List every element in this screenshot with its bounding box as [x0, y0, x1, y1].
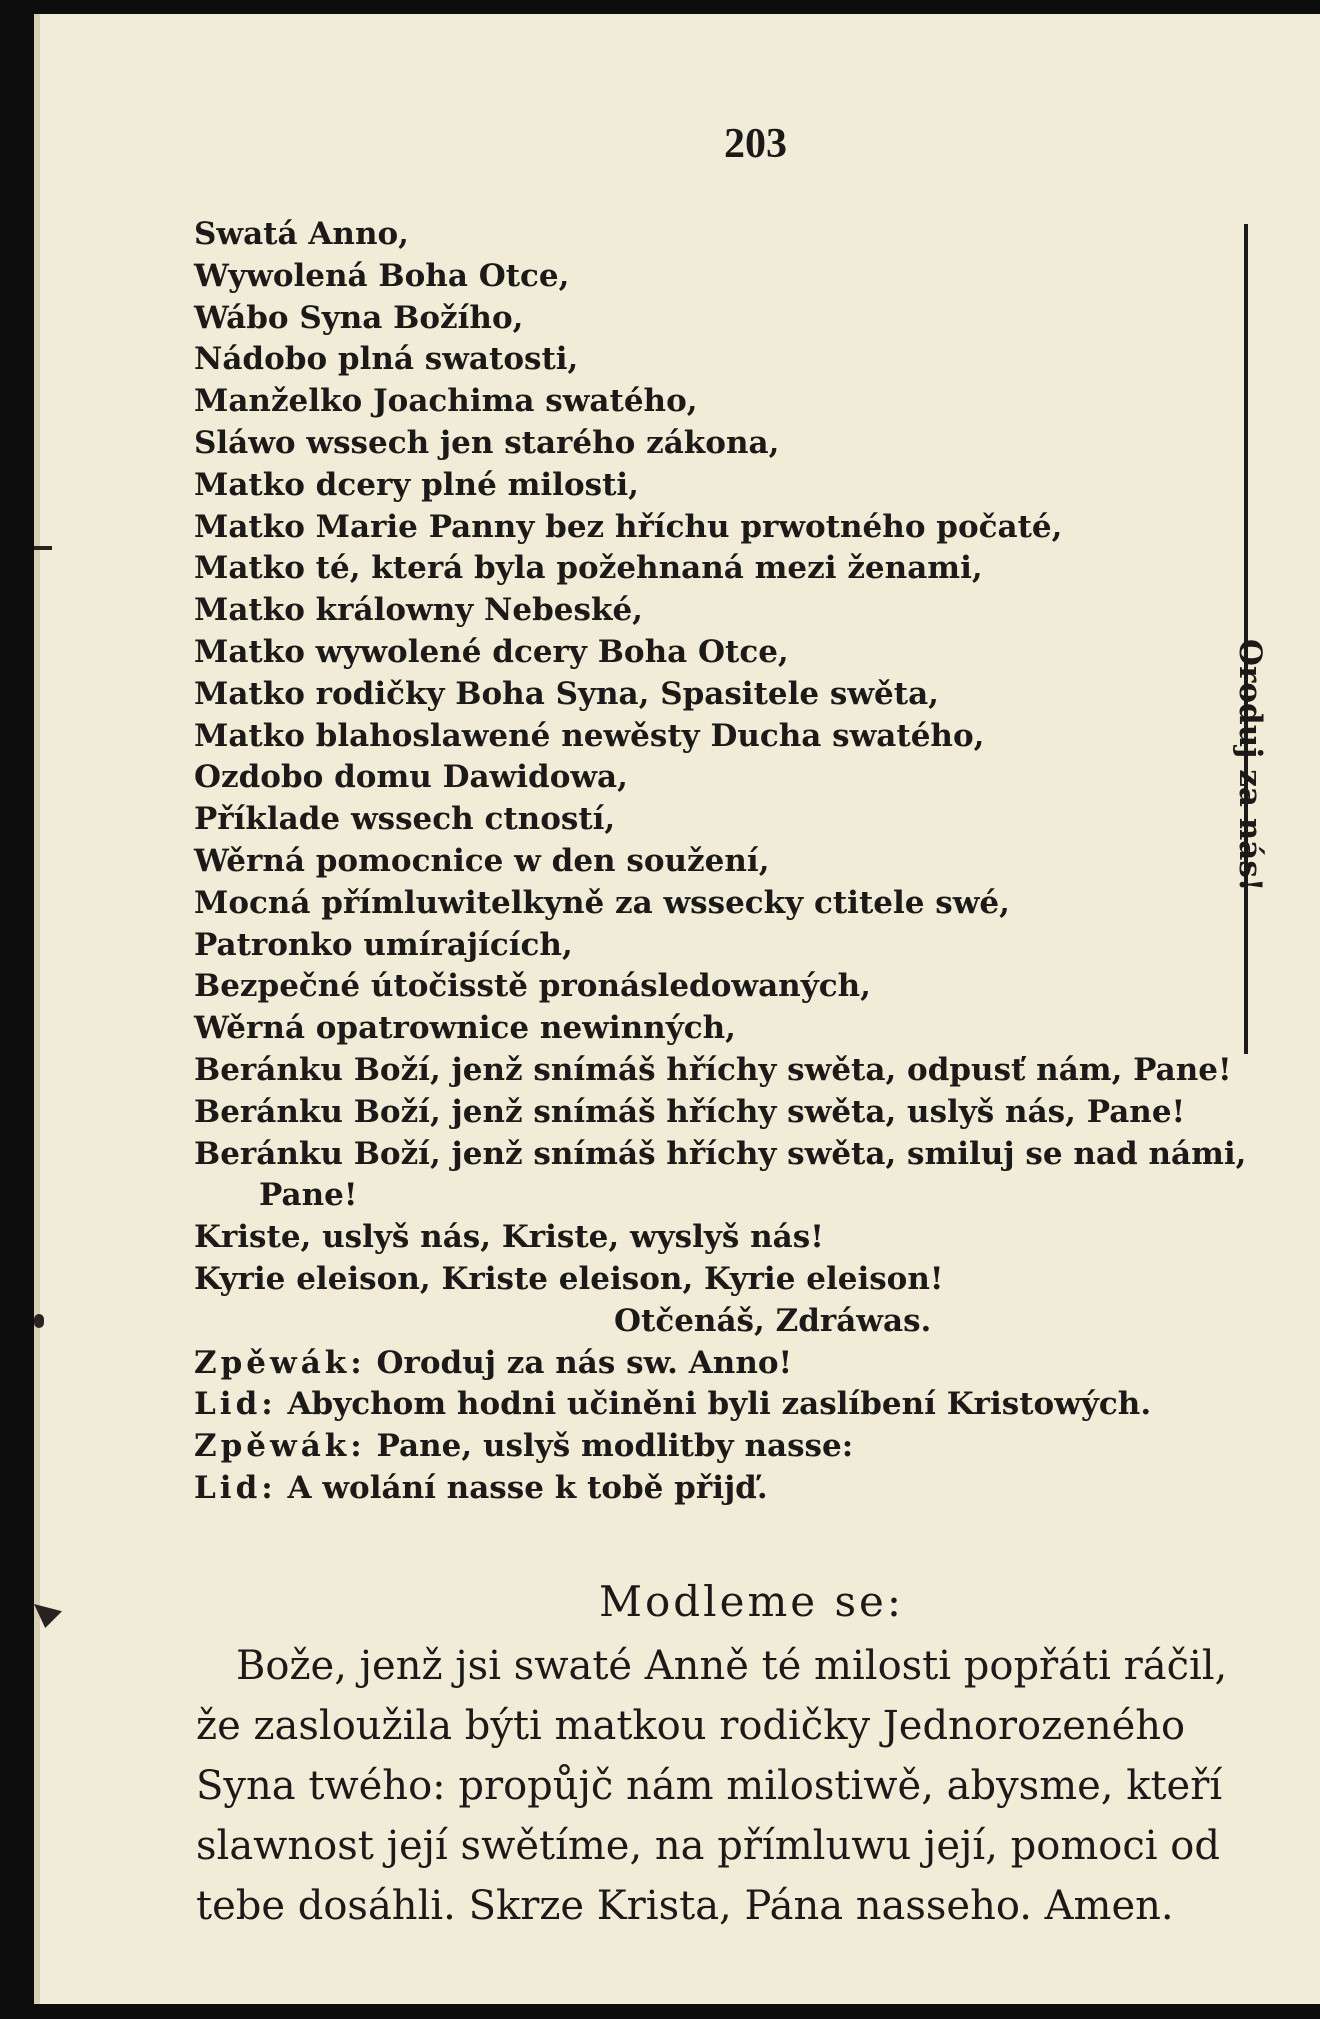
litany-line-text: Swatá Anno, — [194, 216, 409, 252]
litany-line-text: A wolání nasse k tobě přijď. — [287, 1469, 768, 1506]
litany-line-text: Wábo Syna Božího, — [194, 299, 524, 336]
litany-line — [194, 1008, 1244, 1050]
litany-line — [194, 757, 1244, 799]
litany-line-text: Pane, uslyš modlitby nasse: — [376, 1428, 854, 1465]
speaker-role: Lid: — [194, 1469, 277, 1506]
litany-line — [194, 883, 1244, 925]
litany-line-text: Wěrná pomocnice w den soužení, — [194, 842, 770, 879]
litany-line-text: Manželko Joachima swatého, — [194, 383, 698, 420]
litany-line — [194, 1092, 1244, 1134]
litany-line-text: Matko dcery plné milosti, — [194, 466, 639, 503]
litany-line — [194, 925, 1244, 967]
page-edge — [34, 14, 40, 2004]
litany-line-text: Kyrie eleison, Kriste eleison, Kyrie eleison! — [194, 1260, 944, 1297]
litany-line — [194, 214, 1244, 256]
litany-line-text: Beránku Boží, jenž snímáš hříchy swěta, smiluj se nad námi, — [194, 1135, 1247, 1172]
litany-line-text: Pane! — [259, 1177, 358, 1214]
litany-line — [194, 716, 1244, 758]
litany-line — [194, 674, 1244, 716]
litany-line-text: Bezpečné útočisstě pronásledowaných, — [194, 968, 871, 1005]
litany-line — [194, 423, 1244, 465]
litany-line-text: Beránku Boží, jenž snímáš hříchy swěta, odpusť nám, Pane! — [194, 1051, 1232, 1088]
prayer-line: Syna twého: propůjč nám milostiwě, abysme, kteří — [196, 1763, 1223, 1809]
prayer-line: slawnost její swětíme, na přímluwu její, pomoci od — [196, 1823, 1220, 1869]
margin-mark — [34, 546, 52, 550]
litany-line-text: Nádobo plná swatosti, — [194, 341, 579, 378]
litany-line — [194, 1134, 1247, 1176]
litany-line — [194, 298, 1244, 340]
litany-line — [194, 548, 1244, 590]
litany-line — [194, 841, 1244, 883]
litany-line-text: Otčenáš, Zdráwas. — [614, 1302, 932, 1339]
litany-line-text: Matko blahoslawené newěsty Ducha swatého, — [194, 717, 985, 754]
speaker-role: Lid: — [194, 1386, 277, 1423]
litany-line — [194, 1468, 1244, 1510]
litany-line-text: Matko Marie Panny bez hříchu prwotného počaté, — [194, 508, 1063, 545]
litany-line — [194, 256, 1244, 298]
litany-line — [194, 632, 1244, 674]
litany-line-text: Mocná přímluwitelkyně za wssecky ctitele swé, — [194, 884, 1010, 921]
litany-line-text: Matko králowny Nebeské, — [194, 592, 643, 629]
litany-line-text: Matko wywolené dcery Boha Otce, — [194, 633, 789, 670]
litany-line — [194, 1301, 1244, 1343]
litany-line-text: Matko rodičky Boha Syna, Spasitele swěta, — [194, 675, 939, 712]
litany-line — [194, 339, 1244, 381]
prayer-text — [196, 1636, 1316, 1936]
bracket-label: Oroduj za nás! — [1232, 639, 1268, 892]
litany-line-text: Patronko umírajících, — [194, 926, 573, 963]
litany-line-text: Abychom hodni učiněni byli zaslíbení Kristowých. — [287, 1386, 1152, 1423]
litany-line-text: Ozdobo domu Dawidowa, — [194, 759, 628, 796]
litany-line-text: Sláwo wssech jen starého zákona, — [194, 424, 780, 461]
litany-line — [194, 1343, 1244, 1385]
litany-line — [194, 507, 1244, 549]
litany-line — [194, 1175, 1244, 1217]
litany-line-text: Kriste, uslyš nás, Kriste, wyslyš nás! — [194, 1219, 824, 1256]
litany-line — [194, 1259, 1244, 1301]
prayer-line: tebe dosáhli. Skrze Krista, Pána nasseho. Amen. — [196, 1883, 1174, 1929]
litany-line-text: Wywolená Boha Otce, — [194, 257, 570, 294]
book-page — [34, 14, 1320, 2004]
litany-line — [194, 966, 1244, 1008]
litany-line — [194, 381, 1244, 423]
page-number: 203 — [724, 121, 787, 167]
speaker-role: Zpěwák: — [194, 1344, 366, 1381]
litany-line — [194, 590, 1244, 632]
litany-line — [194, 1384, 1244, 1426]
speaker-role: Zpěwák: — [194, 1428, 366, 1465]
litany-text — [194, 214, 1247, 1510]
margin-mark — [34, 1314, 44, 1328]
litany-line-text: Matko té, která byla požehnaná mezi ženami, — [194, 550, 983, 587]
litany-line — [194, 465, 1244, 507]
litany-line-text: Wěrná opatrownice newinných, — [194, 1010, 736, 1047]
litany-line — [194, 1050, 1244, 1092]
litany-line — [194, 1217, 1244, 1259]
prayer-line: že zasloužila býti matkou rodičky Jednorozeného — [196, 1703, 1186, 1749]
litany-line-text: Oroduj za nás sw. Anno! — [376, 1344, 793, 1381]
litany-line — [194, 799, 1244, 841]
prayer-title: Modleme se: — [599, 1577, 905, 1626]
litany-line — [194, 1426, 1244, 1468]
litany-line-text: Příklade wssech ctností, — [194, 801, 616, 838]
prayer-line: Bože, jenž jsi swaté Anně té milosti popřáti ráčil, — [236, 1643, 1228, 1689]
litany-line-text: Beránku Boží, jenž snímáš hříchy swěta, uslyš nás, Pane! — [194, 1093, 1186, 1130]
